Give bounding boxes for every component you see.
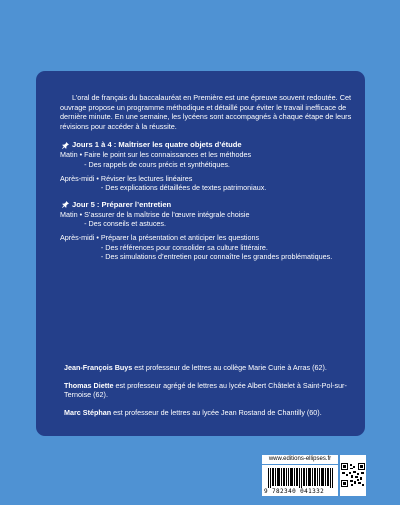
author-name: Jean-François Buys xyxy=(64,363,133,372)
day-title xyxy=(62,140,353,150)
author-bio: Thomas Diette est professeur agrégé de lettres au lycée Albert Châtelet à Saint-Pol-sur-Ternoise (62). xyxy=(64,380,347,400)
period-label: Après-midi xyxy=(60,173,95,183)
period-label: Après-midi xyxy=(60,232,95,242)
period-line: Faire le point sur les connaissances et les méthodes xyxy=(84,150,252,160)
intro-paragraph: L’oral de français du baccalauréat en Première est une épreuve souvent redoutée. Cet ouvrage propose un programme méthodique et détaillé pour éviter le travail inefficace de dernière minute. En une semaine, les lycéens sont accompagnés à chaque étape de leurs révisions pour accéder à la réussite. xyxy=(60,93,352,131)
day-title-text: Jours 1 à 4 : Maîtriser les quatre objets d’étude xyxy=(72,140,242,150)
day-title xyxy=(62,200,353,210)
back-cover-panel xyxy=(36,71,365,436)
pushpin-icon xyxy=(62,201,69,208)
period-content xyxy=(101,174,353,193)
period-line: - Des simulations d’entretien pour connaître les grandes problématiques. xyxy=(100,252,333,262)
period-line: Préparer la présentation et anticiper les questions xyxy=(100,232,260,242)
period-content xyxy=(84,150,353,169)
period-label: Matin xyxy=(60,209,78,219)
isbn-number: 9 782340 041332 xyxy=(264,488,325,495)
qr-code-icon xyxy=(341,463,365,487)
publisher-website[interactable]: www.editions-ellipses.fr xyxy=(262,455,338,464)
authors-section xyxy=(64,363,354,425)
period-line: - Des explications détaillées de textes patrimoniaux. xyxy=(100,183,267,193)
period-line: - Des références pour consolider sa culture littéraire. xyxy=(100,242,268,252)
period-label: Matin xyxy=(60,150,78,160)
period-row xyxy=(60,150,353,169)
pushpin-icon xyxy=(62,142,69,149)
period-line: S’assurer de la maîtrise de l’œuvre intégrale choisie xyxy=(84,209,250,219)
period-line: Réviser les lectures linéaires xyxy=(100,173,193,183)
period-row xyxy=(60,210,353,229)
author-bio: Marc Stéphan est professeur de lettres au lycée Jean Rostand de Chantilly (60). xyxy=(64,407,322,417)
period-line: - Des rappels de cours précis et synthétiques. xyxy=(84,159,230,169)
day-block-2 xyxy=(60,200,353,262)
isbn-barcode xyxy=(262,465,338,496)
bullet-separator: • xyxy=(96,173,99,183)
bullet-separator: • xyxy=(79,209,83,219)
period-content xyxy=(101,233,353,262)
bullet-separator: • xyxy=(96,232,99,242)
barcode-icon xyxy=(268,468,334,488)
author-name: Thomas Diette xyxy=(64,380,114,390)
day-block-1 xyxy=(60,140,353,192)
period-row xyxy=(60,233,353,262)
period-line: - Des conseils et astuces. xyxy=(84,219,167,229)
period-content xyxy=(84,210,353,229)
period-row xyxy=(60,174,353,193)
bullet-separator: • xyxy=(79,150,83,160)
qr-code[interactable] xyxy=(340,455,366,496)
day-title-text: Jour 5 : Préparer l’entretien xyxy=(72,199,172,209)
author-name: Marc Stéphan xyxy=(64,407,112,417)
author-bio: Jean-François Buys est professeur de lettres au collège Marie Curie à Arras (62). xyxy=(64,363,327,372)
